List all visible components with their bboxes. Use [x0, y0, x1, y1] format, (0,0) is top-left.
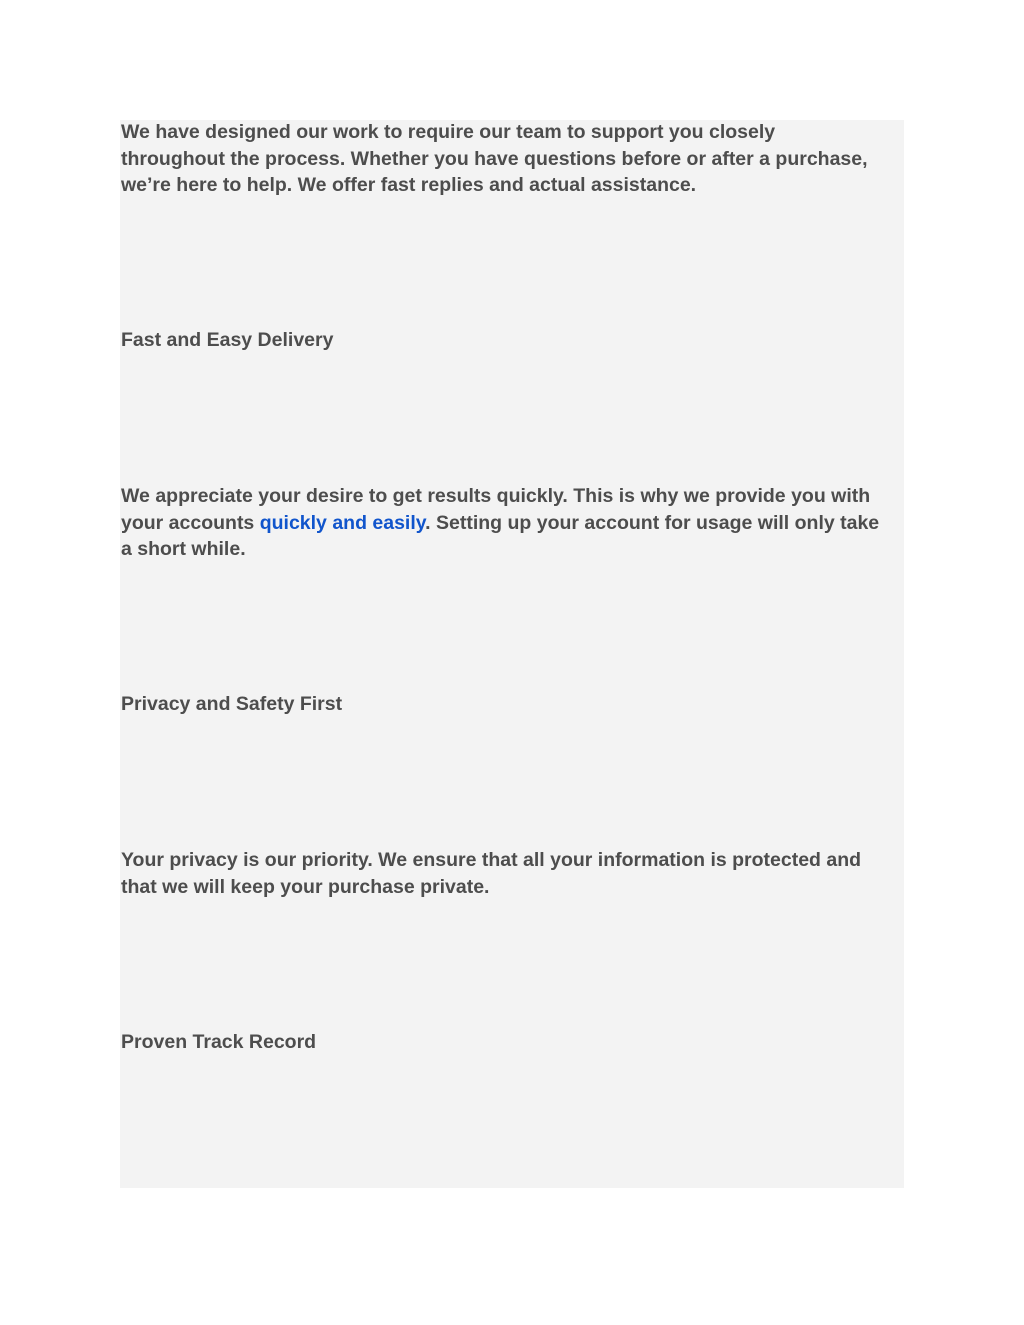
text-segment: your accounts	[121, 511, 260, 534]
text-line: a short while.	[121, 538, 246, 560]
text-line: throughout the process. Whether you have questions before or after a purchase,	[121, 147, 868, 170]
text-line	[121, 510, 911, 537]
support-paragraph	[121, 119, 911, 199]
content-panel	[120, 120, 904, 1188]
delivery-heading: Fast and Easy Delivery	[121, 329, 334, 351]
quickly-and-easily-link[interactable]: quickly and easily	[259, 511, 426, 534]
text-line: that we will keep your purchase private.	[121, 875, 490, 898]
text-line: Your privacy is our priority. We ensure that all your information is protected and	[121, 849, 862, 871]
delivery-paragraph	[121, 483, 911, 563]
privacy-heading: Privacy and Safety First	[121, 693, 343, 715]
text-line: We appreciate your desire to get results quickly. This is why we provide you with	[121, 485, 871, 507]
text-line: we’re here to help. We offer fast replies and actual assistance.	[121, 174, 697, 196]
text-line: We have designed our work to require our team to support you closely	[121, 121, 776, 143]
privacy-paragraph	[121, 847, 911, 900]
text-segment: . Setting up your account for usage will only take	[425, 511, 880, 534]
track-record-heading: Proven Track Record	[121, 1031, 317, 1053]
